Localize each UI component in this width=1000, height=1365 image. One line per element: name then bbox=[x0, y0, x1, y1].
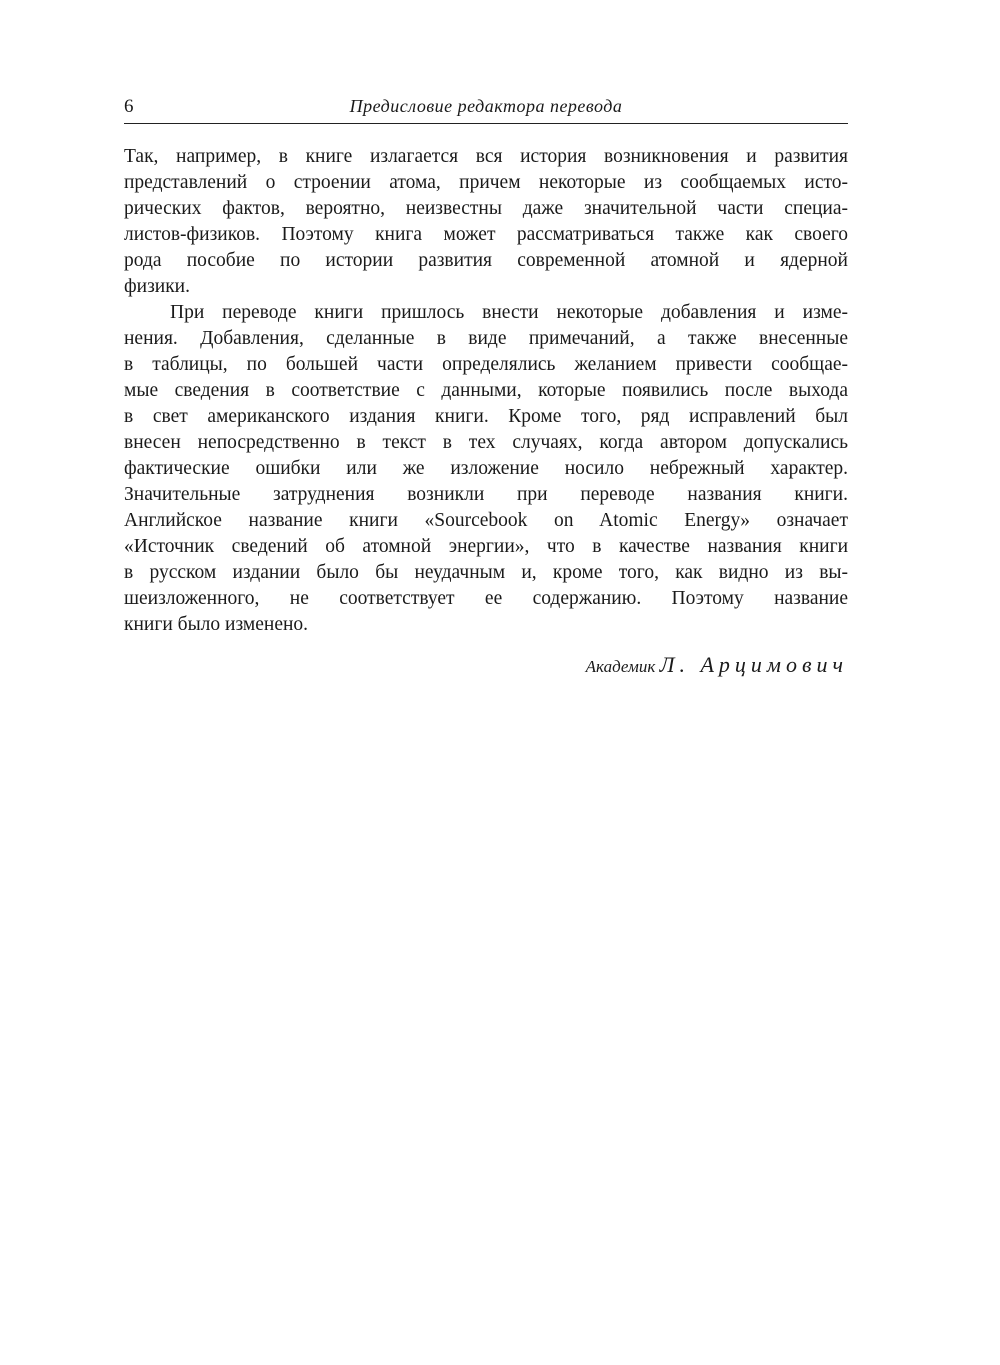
text-line: физики. bbox=[124, 276, 190, 297]
text-line: шеизложенного, не соответствует ее содержанию. Поэтому название bbox=[124, 588, 848, 609]
header-rule bbox=[124, 123, 848, 124]
text-line: в свет американского издания книги. Кроме того, ряд исправлений был bbox=[124, 406, 848, 427]
text-line: листов-физиков. Поэтому книга может рассматриваться также как своего bbox=[124, 224, 848, 245]
text-line: книги было изменено. bbox=[124, 614, 309, 635]
page-number: 6 bbox=[124, 96, 134, 117]
text-line: При переводе книги пришлось внести некоторые добавления и изме- bbox=[170, 302, 848, 323]
paragraph-1 bbox=[124, 144, 848, 300]
text-line: нения. Добавления, сделанные в виде примечаний, а также внесенные bbox=[124, 328, 848, 349]
signature bbox=[586, 652, 848, 678]
text-line: представлений о строении атома, причем некоторые из сообщаемых исто- bbox=[124, 172, 848, 193]
running-title: Предисловие редактора перевода bbox=[349, 96, 623, 116]
body-text bbox=[124, 144, 848, 638]
text-line: Так, например, в книге излагается вся история возникновения и развития bbox=[124, 146, 848, 167]
text-line: внесен непосредственно в текст в тех случаях, когда автором допускались bbox=[124, 432, 848, 453]
text-line: рода пособие по истории развития современной атомной и ядерной bbox=[124, 250, 848, 271]
text-line: Значительные затруднения возникли при переводе названия книги. bbox=[124, 484, 848, 505]
text-line: рических фактов, вероятно, неизвестны даже значительной части специа- bbox=[124, 198, 848, 219]
paragraph-2 bbox=[124, 300, 848, 638]
text-line: мые сведения в соответствие с данными, которые появились после выхода bbox=[124, 380, 848, 401]
signature-title: Академик bbox=[585, 657, 656, 676]
signature-name: Л. Арцимович bbox=[659, 652, 848, 677]
text-line: в таблицы, по большей части определялись желанием привести сообщае- bbox=[124, 354, 848, 375]
text-line: в русском издании было бы неудачным и, кроме того, как видно из вы- bbox=[124, 562, 848, 583]
text-line: «Источник сведений об атомной энергии», что в качестве названия книги bbox=[124, 536, 848, 557]
text-line: Английское название книги «Sourcebook on Atomic Energy» означает bbox=[124, 510, 848, 531]
text-line: фактические ошибки или же изложение носило небрежный характер. bbox=[124, 458, 848, 479]
running-header bbox=[124, 96, 848, 124]
